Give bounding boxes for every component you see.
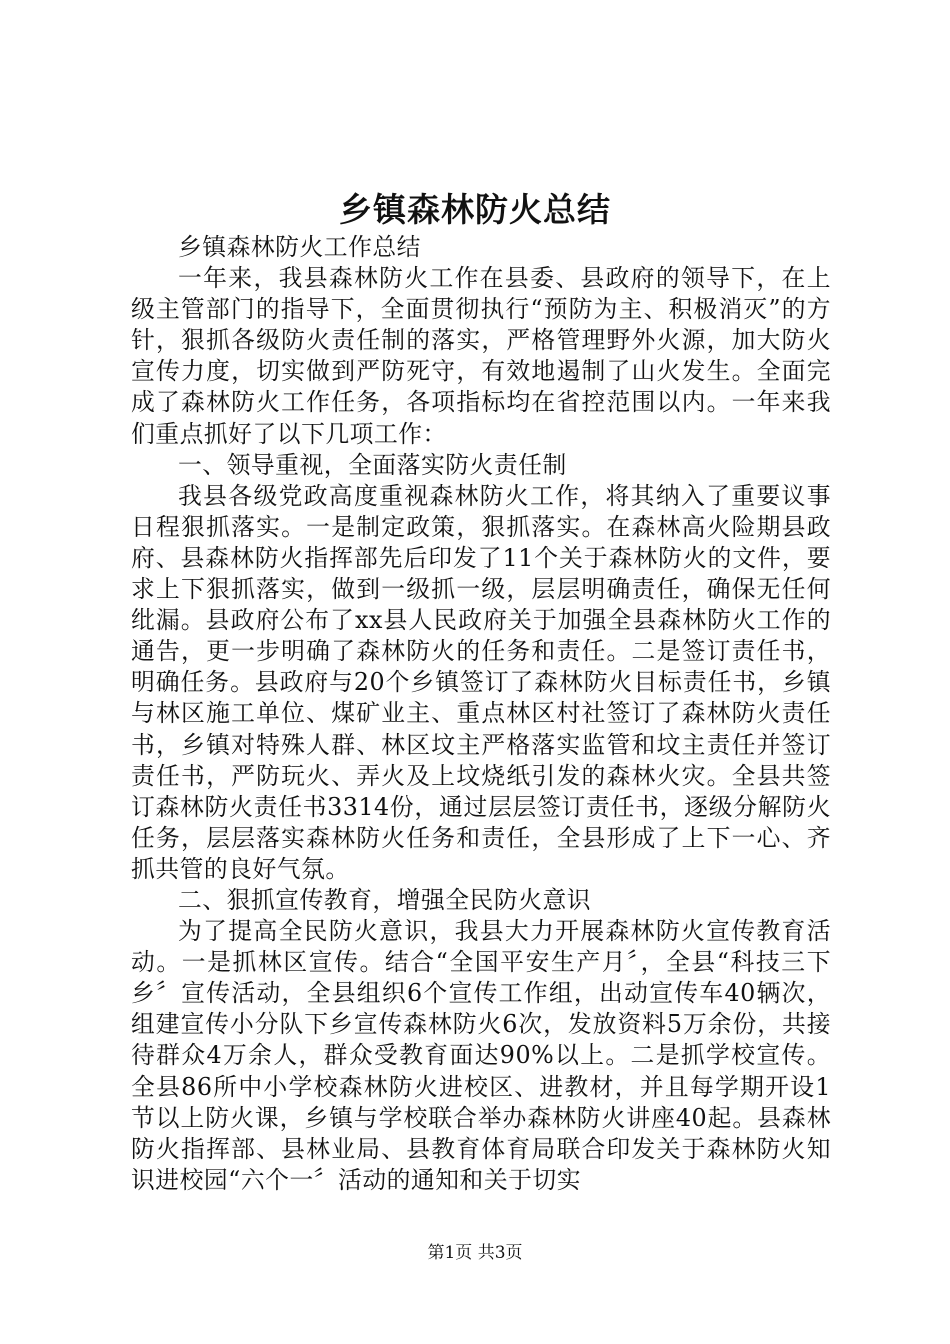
paragraph-intro: 一年来，我县森林防火工作在县委、县政府的领导下，在上级主管部门的指导下，全面贯彻执行“预防为主、积极消灭”的方针，狠抓各级防火责任制的落实，严格管理野外火源，加大防火宣传力度，切实做到严防死守，有效地遏制了山火发生。全面完成了森林防火工作任务，各项指标均在省控范围以内。一年来我们重点抓好了以下几项工作：	[131, 264, 831, 448]
paragraph-section-2: 为了提高全民防火意识，我县大力开展森林防火宣传教育活动。一是抓林区宣传。结合“全国平安生产月〞，全县“科技三下乡〞宣传活动，全县组织6个宣传工作组，出动宣传车40辆次，组建宣传小分队下乡宣传森林防火6次，发放资料5万余份，共接待群众4万余人，群众受教育面达90%以上。二是抓学校宣传。全县86所中小学校森林防火进校区、进教材，并且每学期开设1节以上防火课，乡镇与学校联合举办森林防火讲座40起。县森林防火指挥部、县林业局、县教育体育局联合印发关于森林防火知识进校园“六个一〞活动的通知和关于切实	[131, 917, 831, 1194]
document-title: 乡镇森林防火总结	[339, 190, 611, 229]
section-heading-2: 二、狠抓宣传教育，增强全民防火意识	[178, 885, 592, 914]
section-heading-1: 一、领导重视，全面落实防火责任制	[178, 450, 567, 479]
paragraph-section-1: 我县各级党政高度重视森林防火工作，将其纳入了重要议事日程狠抓落实。一是制定政策，狠抓落实。在森林高火险期县政府、县森林防火指挥部先后印发了11个关于森林防火的文件，要求上下狠抓落实，做到一级抓一级，层层明确责任，确保无任何纰漏。县政府公布了xx县人民政府关于加强全县森林防火工作的通告，更一步明确了森林防火的任务和责任。二是签订责任书，明确任务。县政府与20个乡镇签订了森林防火目标责任书，乡镇与林区施工单位、煤矿业主、重点林区村社签订了森林防火责任书，乡镇对特殊人群、林区坟主严格落实监管和坟主责任并签订责任书，严防玩火、弄火及上坟烧纸引发的森林火灾。全县共签订森林防火责任书3314份，通过层层签订责任书，逐级分解防火任务，层层落实森林防火任务和责任，全县形成了上下一心、齐抓共管的良好气氛。	[131, 481, 831, 883]
document-subtitle: 乡镇森林防火工作总结	[178, 233, 421, 261]
page-footer: 第1页 共3页	[427, 1243, 523, 1263]
document-body	[131, 232, 831, 1196]
